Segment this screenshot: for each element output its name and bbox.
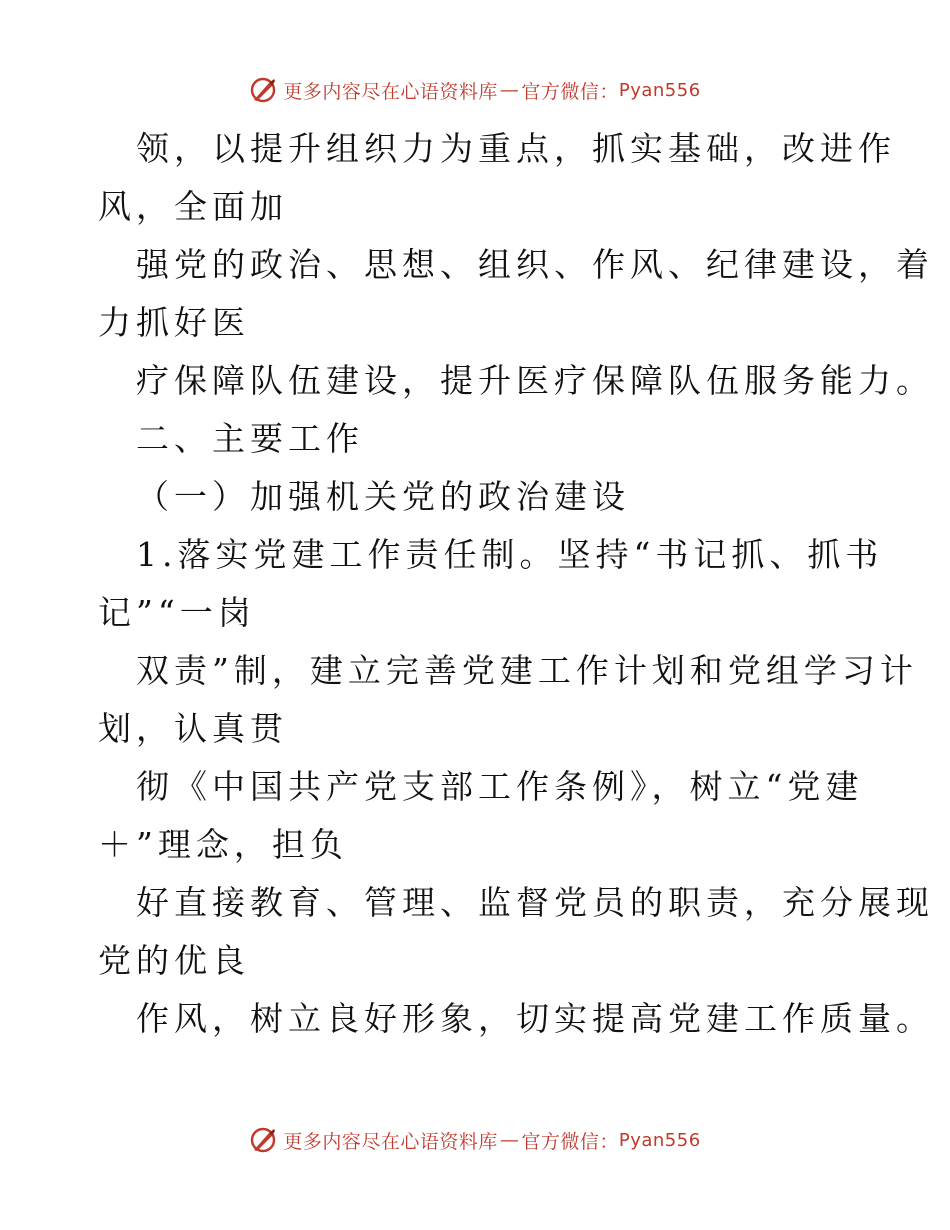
doc-line: 作风，树立良好形象，切实提高党建工作质量。 — [136, 999, 934, 1038]
doc-line: 彻《中国共产党支部工作条例》，树立“党建 — [136, 767, 864, 806]
watermark-separator: — — [499, 1129, 520, 1151]
header-watermark — [0, 70, 950, 110]
section-heading: 二、主要工作 — [136, 419, 364, 458]
watermark-wechat-label: 官方微信： — [521, 80, 619, 103]
doc-line: 划，认真贯 — [98, 709, 288, 748]
doc-line: 双责”制，建立完善党建工作计划和党组学习计 — [136, 651, 918, 690]
doc-line: 风，全面加 — [98, 187, 288, 226]
quill-pen-logo-icon — [249, 1126, 277, 1154]
watermark-wechat-id: Pyan556 — [618, 79, 701, 101]
doc-line: 疗保障队伍建设，提升医疗保障队伍服务能力。 — [136, 361, 934, 400]
watermark-text: 更多内容尽在心语资料库 — [283, 1130, 498, 1153]
doc-line: 记”“一岗 — [98, 593, 256, 632]
footer-watermark — [0, 1120, 950, 1160]
watermark-wechat-id: Pyan556 — [618, 1129, 701, 1151]
doc-line: 1.落实党建工作责任制。坚持“书记抓、抓书 — [136, 535, 884, 574]
doc-line: 强党的政治、思想、组织、作风、纪律建设，着 — [136, 245, 934, 284]
document-body — [98, 120, 934, 1048]
watermark-separator: — — [499, 79, 520, 101]
watermark-text: 更多内容尽在心语资料库 — [283, 80, 498, 103]
doc-line: 力抓好医 — [98, 303, 250, 342]
doc-line: 党的优良 — [98, 941, 250, 980]
watermark-wechat-label: 官方微信： — [521, 1130, 619, 1153]
doc-line: ＋”理念，担负 — [98, 825, 348, 864]
quill-pen-logo-icon — [249, 76, 277, 104]
doc-line: 好直接教育、管理、监督党员的职责，充分展现 — [136, 883, 934, 922]
subsection-heading: （一）加强机关党的政治建设 — [136, 477, 630, 516]
doc-line: 领，以提升组织力为重点，抓实基础，改进作 — [136, 129, 896, 168]
